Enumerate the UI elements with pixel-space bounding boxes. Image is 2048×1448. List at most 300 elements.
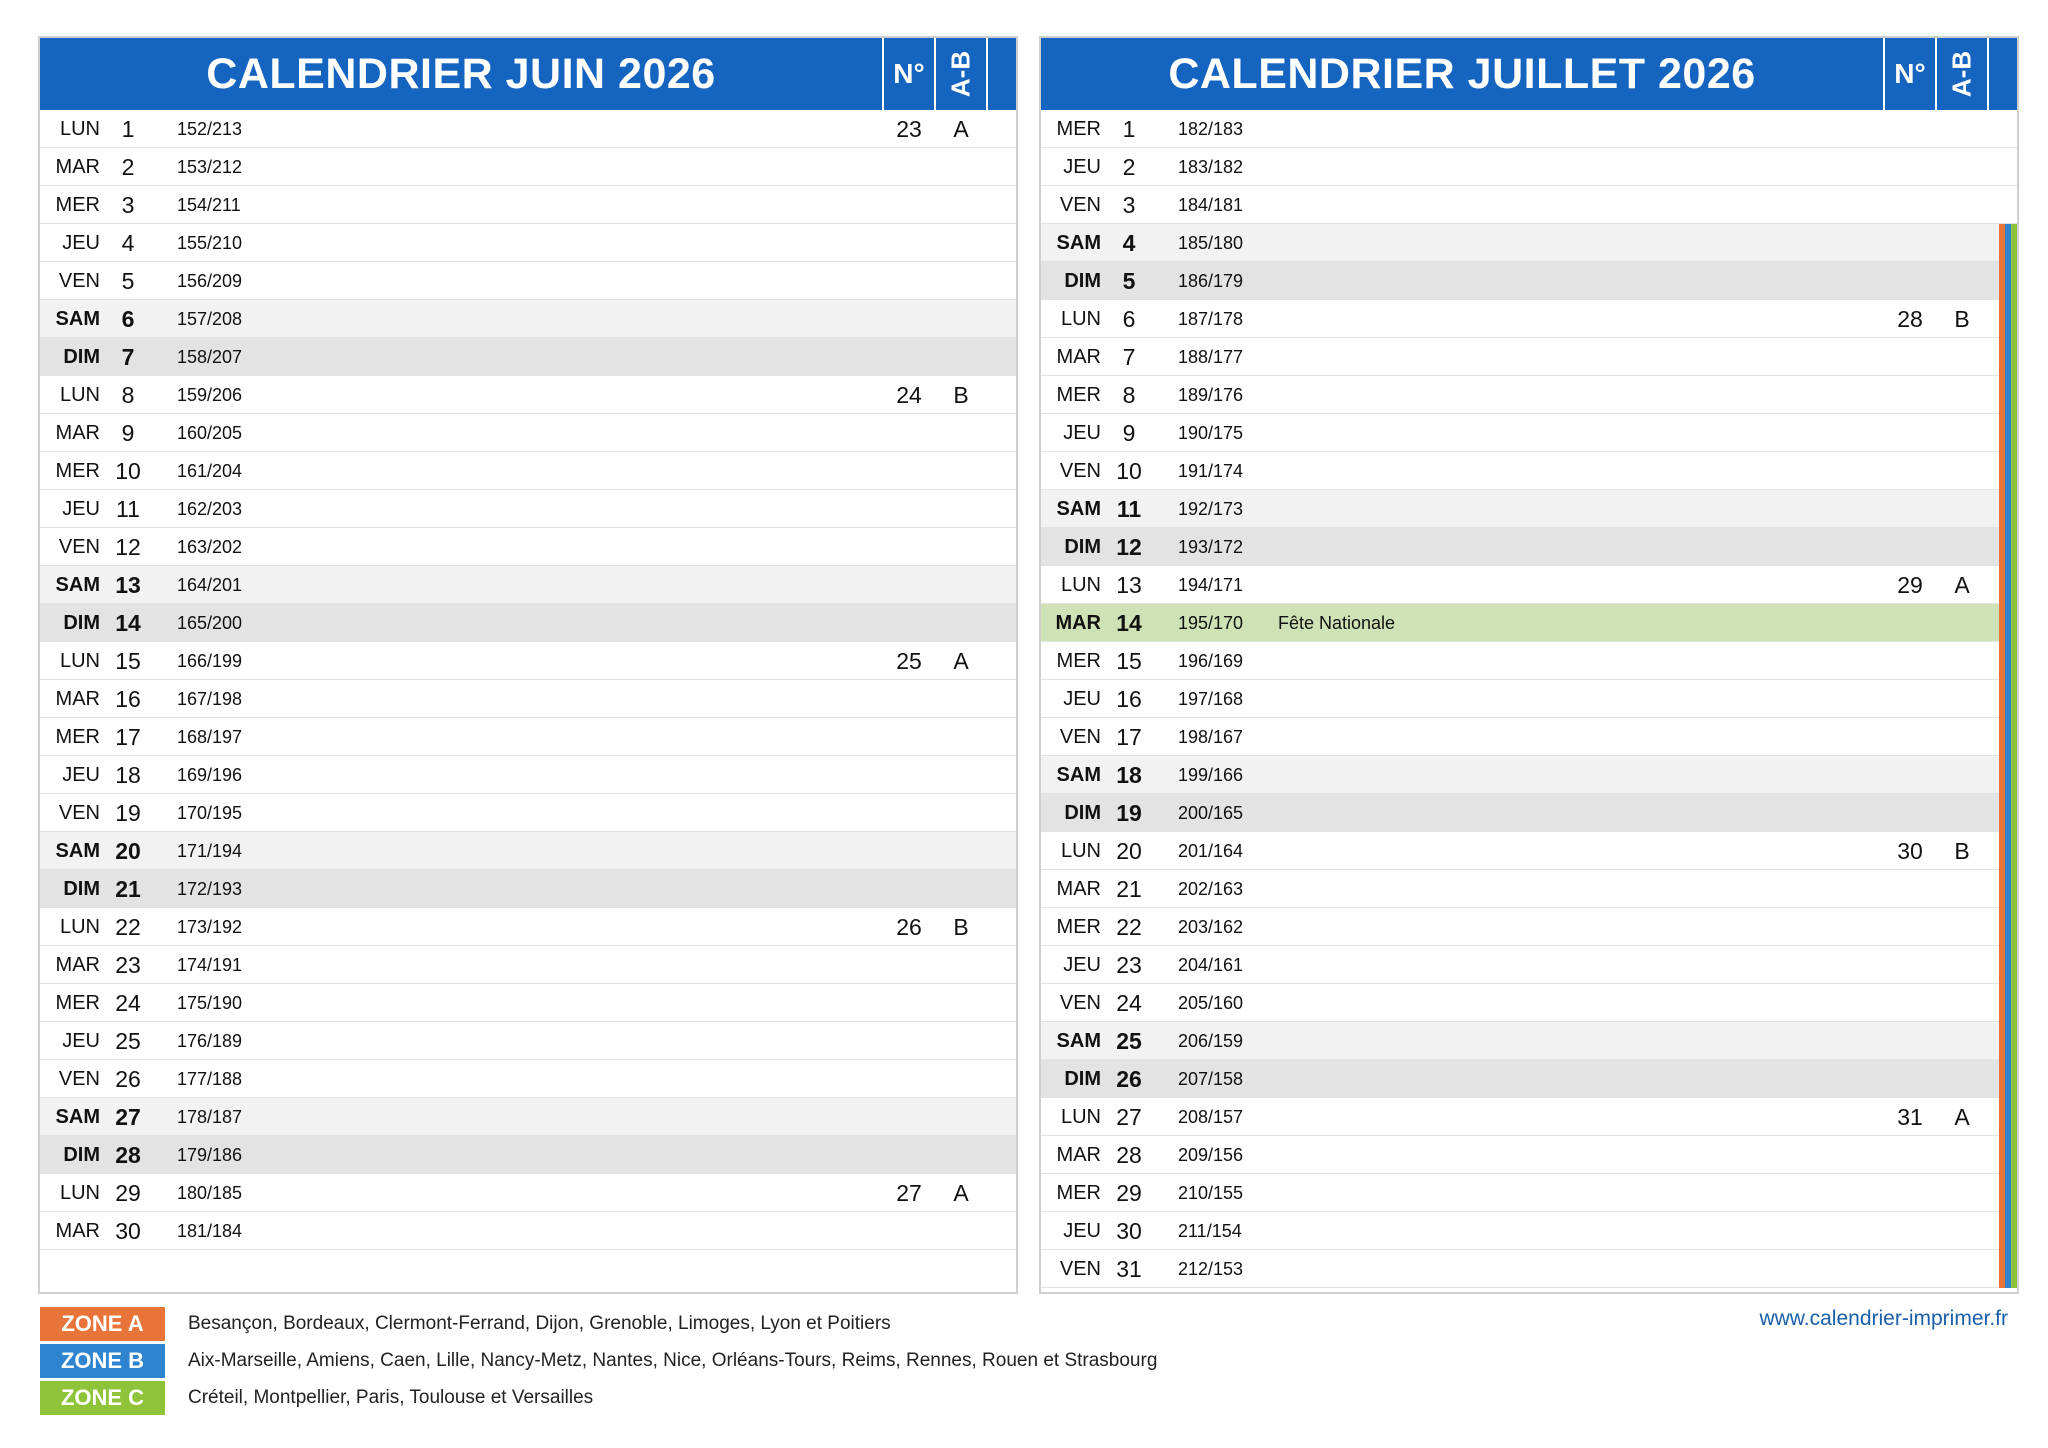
day-name: LUN: [1060, 1106, 1101, 1128]
ab-week: B: [953, 914, 969, 940]
day-number: 4: [1122, 230, 1136, 256]
day-row: [1041, 908, 2017, 946]
day-of-year: 203/162: [1178, 917, 1244, 937]
ab-week-header: A-B: [945, 50, 976, 98]
zone-c-vacation-band: [2011, 414, 2017, 452]
calendar-title: CALENDRIER JUIN 2026: [206, 50, 716, 98]
zone-c-vacation-band: [2011, 1174, 2017, 1212]
day-name: MER: [55, 194, 100, 216]
day-of-year: 160/205: [177, 423, 243, 443]
day-of-year: 198/167: [1178, 727, 1244, 747]
day-name: JEU: [1063, 1220, 1101, 1242]
day-name: VEN: [1059, 460, 1101, 482]
day-name: SAM: [1056, 1030, 1101, 1052]
day-of-year: 186/179: [1178, 271, 1244, 291]
day-number: 10: [115, 458, 141, 484]
day-number: 9: [1122, 420, 1136, 446]
holiday-label: Fête Nationale: [1278, 613, 1396, 633]
day-number: 5: [1122, 268, 1136, 294]
day-number: 17: [1116, 724, 1142, 750]
day-row: [1041, 604, 2017, 642]
day-of-year: 161/204: [177, 461, 243, 481]
day-name: JEU: [1063, 156, 1101, 178]
day-of-year: 184/181: [1178, 195, 1244, 215]
day-row: [1041, 984, 2017, 1022]
day-name: MAR: [55, 422, 100, 444]
day-of-year: 156/209: [177, 271, 243, 291]
zone-c-vacation-band: [2011, 490, 2017, 528]
day-name: MAR: [55, 688, 100, 710]
day-row: [1041, 452, 2017, 490]
day-of-year: 173/192: [177, 917, 243, 937]
day-number: 12: [115, 534, 141, 560]
day-of-year: 205/160: [1178, 993, 1244, 1013]
day-row: [40, 224, 1016, 262]
day-of-year: 168/197: [177, 727, 243, 747]
day-row: [1041, 186, 2017, 224]
zone-c-vacation-band: [2011, 946, 2017, 984]
day-row: [40, 756, 1016, 794]
zone-c-vacation-band: [2011, 908, 2017, 946]
zone-c-vacation-band: [2011, 300, 2017, 338]
calendar-title: CALENDRIER JUILLET 2026: [1168, 50, 1756, 98]
day-number: 31: [1116, 1256, 1142, 1282]
day-name: JEU: [62, 498, 100, 520]
day-number: 22: [1116, 914, 1142, 940]
day-number: 8: [121, 382, 135, 408]
day-name: MER: [1056, 384, 1101, 406]
day-number: 6: [121, 306, 135, 332]
ab-week: B: [1954, 838, 1970, 864]
website-link[interactable]: www.calendrier-imprimer.fr: [1759, 1307, 2008, 1330]
zone-c-vacation-band: [2011, 756, 2017, 794]
day-number: 25: [115, 1028, 141, 1054]
day-number: 30: [1116, 1218, 1142, 1244]
week-number: 26: [896, 914, 922, 940]
day-of-year: 167/198: [177, 689, 243, 709]
week-number-header: N°: [1894, 58, 1926, 89]
day-number: 29: [115, 1180, 141, 1206]
day-name: DIM: [1064, 1068, 1101, 1090]
zone-c-vacation-band: [2011, 680, 2017, 718]
day-number: 1: [1122, 116, 1136, 142]
day-name: MAR: [1056, 1144, 1101, 1166]
day-of-year: 181/184: [177, 1221, 243, 1241]
zone-c-vacation-band: [2011, 376, 2017, 414]
day-row: [40, 566, 1016, 604]
day-row: [1041, 262, 2017, 300]
zone-a-badge: ZONE A: [40, 1307, 165, 1341]
day-number: 28: [115, 1142, 141, 1168]
day-of-year: 158/207: [177, 347, 243, 367]
day-name: DIM: [63, 1144, 100, 1166]
day-row: [40, 338, 1016, 376]
week-number: 23: [896, 116, 922, 142]
calendar-header: [40, 38, 1016, 110]
day-row: [40, 1098, 1016, 1136]
day-name: VEN: [1059, 1258, 1101, 1280]
day-row: [40, 946, 1016, 984]
day-number: 19: [115, 800, 141, 826]
week-number: 30: [1897, 838, 1923, 864]
day-of-year: 169/196: [177, 765, 243, 785]
day-row: [1041, 718, 2017, 756]
day-of-year: 164/201: [177, 575, 243, 595]
calendar-header: [1041, 38, 2017, 110]
day-of-year: 163/202: [177, 537, 243, 557]
day-name: MAR: [55, 1220, 100, 1242]
day-row: [40, 870, 1016, 908]
day-name: JEU: [62, 1030, 100, 1052]
day-name: MER: [1056, 650, 1101, 672]
day-of-year: 177/188: [177, 1069, 243, 1089]
day-row: [40, 528, 1016, 566]
zone-a-cities: Besançon, Bordeaux, Clermont-Ferrand, Dijon, Grenoble, Limoges, Lyon et Poitiers: [188, 1313, 891, 1334]
day-of-year: 183/182: [1178, 157, 1244, 177]
day-name: SAM: [55, 1106, 100, 1128]
day-number: 13: [115, 572, 141, 598]
day-row: [1041, 680, 2017, 718]
zone-c-vacation-band: [2011, 984, 2017, 1022]
day-number: 14: [115, 610, 141, 636]
day-number: 3: [121, 192, 135, 218]
day-number: 9: [121, 420, 135, 446]
zone-c-vacation-band: [2011, 1136, 2017, 1174]
day-row: [1041, 1022, 2017, 1060]
day-number: 27: [1116, 1104, 1142, 1130]
zone-c-vacation-band: [2011, 528, 2017, 566]
day-of-year: 195/170: [1178, 613, 1244, 633]
day-of-year: 207/158: [1178, 1069, 1244, 1089]
day-row: [40, 1022, 1016, 1060]
day-number: 6: [1122, 306, 1136, 332]
day-number: 1: [121, 116, 135, 142]
day-name: MER: [55, 992, 100, 1014]
day-name: MER: [1056, 1182, 1101, 1204]
zone-c-vacation-band: [2011, 642, 2017, 680]
day-number: 21: [115, 876, 141, 902]
day-number: 16: [115, 686, 141, 712]
day-row: [1041, 414, 2017, 452]
day-name: DIM: [63, 612, 100, 634]
day-name: DIM: [1064, 270, 1101, 292]
day-of-year: 171/194: [177, 841, 243, 861]
week-number: 25: [896, 648, 922, 674]
zone-c-vacation-band: [2011, 1022, 2017, 1060]
day-name: VEN: [58, 270, 100, 292]
zone-c-vacation-band: [2011, 262, 2017, 300]
day-name: LUN: [1060, 574, 1101, 596]
ab-week: B: [1954, 306, 1970, 332]
day-name: VEN: [58, 536, 100, 558]
day-name: LUN: [1060, 308, 1101, 330]
day-of-year: 211/154: [1178, 1221, 1242, 1241]
day-row: [1041, 1060, 2017, 1098]
day-name: LUN: [59, 650, 100, 672]
day-row: [40, 148, 1016, 186]
day-of-year: 172/193: [177, 879, 243, 899]
zone-c-vacation-band: [2011, 1098, 2017, 1136]
ab-week-header: A-B: [1946, 50, 1977, 98]
day-number: 5: [121, 268, 135, 294]
day-of-year: 189/176: [1178, 385, 1244, 405]
zone-c-vacation-band: [2011, 718, 2017, 756]
day-row: [1041, 832, 2017, 870]
day-of-year: 209/156: [1178, 1145, 1244, 1165]
zone-c-vacation-band: [2011, 1212, 2017, 1250]
zone-c-cities: Créteil, Montpellier, Paris, Toulouse et Versailles: [188, 1387, 594, 1408]
day-number: 29: [1116, 1180, 1142, 1206]
day-of-year: 174/191: [177, 955, 243, 975]
day-number: 7: [1122, 344, 1136, 370]
day-of-year: 154/211: [177, 195, 241, 215]
day-of-year: 182/183: [1178, 119, 1244, 139]
day-name: LUN: [59, 118, 100, 140]
day-name: MAR: [1056, 346, 1101, 368]
day-name: MAR: [55, 156, 100, 178]
day-row: [40, 832, 1016, 870]
zone-c-badge: ZONE C: [40, 1381, 165, 1415]
day-number: 24: [1116, 990, 1142, 1016]
day-name: JEU: [62, 232, 100, 254]
day-number: 22: [115, 914, 141, 940]
day-of-year: 170/195: [177, 803, 243, 823]
day-of-year: 185/180: [1178, 233, 1244, 253]
day-number: 20: [115, 838, 141, 864]
zone-c-vacation-band: [2011, 338, 2017, 376]
day-name: MAR: [1055, 612, 1101, 634]
day-name: MAR: [55, 954, 100, 976]
day-row: [1041, 1136, 2017, 1174]
day-number: 8: [1122, 382, 1136, 408]
day-number: 26: [115, 1066, 141, 1092]
day-of-year: 178/187: [177, 1107, 243, 1127]
day-row: [1041, 1250, 2017, 1288]
week-number-header: N°: [893, 58, 925, 89]
calendar-july: [1039, 36, 2019, 1294]
day-row: [1041, 1098, 2017, 1136]
day-name: JEU: [1063, 422, 1101, 444]
zone-c-vacation-band: [2011, 604, 2017, 642]
day-name: DIM: [1064, 536, 1101, 558]
day-number: 2: [1122, 154, 1136, 180]
day-number: 12: [1116, 534, 1142, 560]
day-name: SAM: [1056, 498, 1101, 520]
day-of-year: 206/159: [1178, 1031, 1244, 1051]
day-number: 7: [121, 344, 135, 370]
day-row: [40, 1212, 1016, 1250]
day-number: 16: [1116, 686, 1142, 712]
zone-b-cities: Aix-Marseille, Amiens, Caen, Lille, Nancy-Metz, Nantes, Nice, Orléans-Tours, Reims, Rennes, Rouen et Strasbourg: [188, 1350, 1158, 1371]
ab-week: A: [1954, 1104, 1970, 1130]
ab-week: A: [1954, 572, 1970, 598]
day-number: 14: [1116, 610, 1142, 636]
day-of-year: 179/186: [177, 1145, 243, 1165]
week-number: 31: [1897, 1104, 1923, 1130]
day-row: [1041, 756, 2017, 794]
day-name: MER: [1056, 118, 1101, 140]
day-name: DIM: [63, 346, 100, 368]
zone-c-vacation-band: [2011, 452, 2017, 490]
day-number: 15: [115, 648, 141, 674]
day-number: 27: [115, 1104, 141, 1130]
day-name: JEU: [1063, 954, 1101, 976]
day-name: MAR: [1056, 878, 1101, 900]
ab-week: A: [953, 648, 969, 674]
day-of-year: 204/161: [1178, 955, 1244, 975]
day-number: 4: [121, 230, 135, 256]
day-name: MER: [1056, 916, 1101, 938]
zone-c-vacation-band: [2011, 794, 2017, 832]
day-number: 20: [1116, 838, 1142, 864]
day-number: 10: [1116, 458, 1142, 484]
day-name: JEU: [62, 764, 100, 786]
day-row: [40, 604, 1016, 642]
day-name: SAM: [55, 574, 100, 596]
day-of-year: 194/171: [1178, 575, 1244, 595]
day-number: 11: [1116, 496, 1142, 522]
day-of-year: 165/200: [177, 613, 243, 633]
day-row: [1041, 376, 2017, 414]
day-number: 18: [1116, 762, 1142, 788]
day-row: [1041, 870, 2017, 908]
calendar-june: [38, 36, 1018, 1294]
day-number: 18: [115, 762, 141, 788]
zone-c-vacation-band: [2011, 870, 2017, 908]
day-number: 30: [115, 1218, 141, 1244]
day-row: [1041, 946, 2017, 984]
day-row: [1041, 110, 2017, 148]
day-number: 23: [115, 952, 141, 978]
day-number: 2: [121, 154, 135, 180]
day-row: [1041, 794, 2017, 832]
day-row: [1041, 300, 2017, 338]
day-of-year: 176/189: [177, 1031, 243, 1051]
day-number: 15: [1116, 648, 1142, 674]
day-name: LUN: [1060, 840, 1101, 862]
ab-week: B: [953, 382, 969, 408]
day-of-year: 199/166: [1178, 765, 1244, 785]
day-number: 21: [1116, 876, 1142, 902]
day-row: [40, 908, 1016, 946]
day-row: [40, 262, 1016, 300]
day-name: JEU: [1063, 688, 1101, 710]
day-of-year: 166/199: [177, 651, 243, 671]
day-row: [40, 1174, 1016, 1212]
day-of-year: 197/168: [1178, 689, 1244, 709]
day-name: VEN: [1059, 726, 1101, 748]
day-number: 28: [1116, 1142, 1142, 1168]
day-name: VEN: [58, 802, 100, 824]
day-of-year: 159/206: [177, 385, 243, 405]
day-name: VEN: [1059, 992, 1101, 1014]
day-name: LUN: [59, 384, 100, 406]
day-of-year: 187/178: [1178, 309, 1244, 329]
day-row: [40, 376, 1016, 414]
day-number: 13: [1116, 572, 1142, 598]
day-of-year: 212/153: [1178, 1259, 1244, 1279]
day-row: [1041, 338, 2017, 376]
day-row: [40, 794, 1016, 832]
day-of-year: 210/155: [1178, 1183, 1244, 1203]
day-name: MER: [55, 726, 100, 748]
week-number: 24: [896, 382, 922, 408]
day-row: [1041, 642, 2017, 680]
day-name: DIM: [1064, 802, 1101, 824]
day-of-year: 190/175: [1178, 423, 1244, 443]
day-number: 17: [115, 724, 141, 750]
ab-week: A: [953, 116, 969, 142]
day-row: [40, 718, 1016, 756]
day-row: [40, 1136, 1016, 1174]
day-of-year: 191/174: [1178, 461, 1244, 481]
day-of-year: 153/212: [177, 157, 243, 177]
day-row: [40, 642, 1016, 680]
day-of-year: 201/164: [1178, 841, 1244, 861]
day-name: SAM: [55, 308, 100, 330]
day-of-year: 202/163: [1178, 879, 1244, 899]
day-of-year: 180/185: [177, 1183, 243, 1203]
ab-week: A: [953, 1180, 969, 1206]
day-of-year: 188/177: [1178, 347, 1244, 367]
day-name: LUN: [59, 1182, 100, 1204]
day-name: VEN: [1059, 194, 1101, 216]
day-of-year: 152/213: [177, 119, 243, 139]
day-row: [40, 984, 1016, 1022]
day-row: [40, 110, 1016, 148]
week-number: 28: [1897, 306, 1923, 332]
day-row: [1041, 1212, 2017, 1250]
day-of-year: 157/208: [177, 309, 243, 329]
day-number: 25: [1116, 1028, 1142, 1054]
day-row: [1041, 148, 2017, 186]
day-row: [1041, 1174, 2017, 1212]
day-of-year: 192/173: [1178, 499, 1244, 519]
day-row: [40, 300, 1016, 338]
day-row: [1041, 224, 2017, 262]
day-number: 24: [115, 990, 141, 1016]
zone-c-vacation-band: [2011, 832, 2017, 870]
day-row: [1041, 528, 2017, 566]
day-row: [40, 490, 1016, 528]
zone-c-vacation-band: [2011, 1060, 2017, 1098]
day-name: SAM: [55, 840, 100, 862]
day-number: 26: [1116, 1066, 1142, 1092]
day-name: MER: [55, 460, 100, 482]
day-row: [1041, 490, 2017, 528]
day-name: SAM: [1056, 232, 1101, 254]
day-of-year: 208/157: [1178, 1107, 1244, 1127]
day-row: [40, 680, 1016, 718]
zone-c-vacation-band: [2011, 566, 2017, 604]
day-name: LUN: [59, 916, 100, 938]
day-of-year: 193/172: [1178, 537, 1244, 557]
day-row: [40, 1060, 1016, 1098]
day-row: [40, 414, 1016, 452]
week-number: 27: [896, 1180, 922, 1206]
day-row: [40, 186, 1016, 224]
day-number: 23: [1116, 952, 1142, 978]
day-name: SAM: [1056, 764, 1101, 786]
day-name: VEN: [58, 1068, 100, 1090]
day-name: DIM: [63, 878, 100, 900]
day-of-year: 196/169: [1178, 651, 1244, 671]
day-row: [40, 452, 1016, 490]
day-of-year: 200/165: [1178, 803, 1244, 823]
zone-c-vacation-band: [2011, 1250, 2017, 1288]
day-of-year: 155/210: [177, 233, 243, 253]
zone-b-badge: ZONE B: [40, 1344, 165, 1378]
